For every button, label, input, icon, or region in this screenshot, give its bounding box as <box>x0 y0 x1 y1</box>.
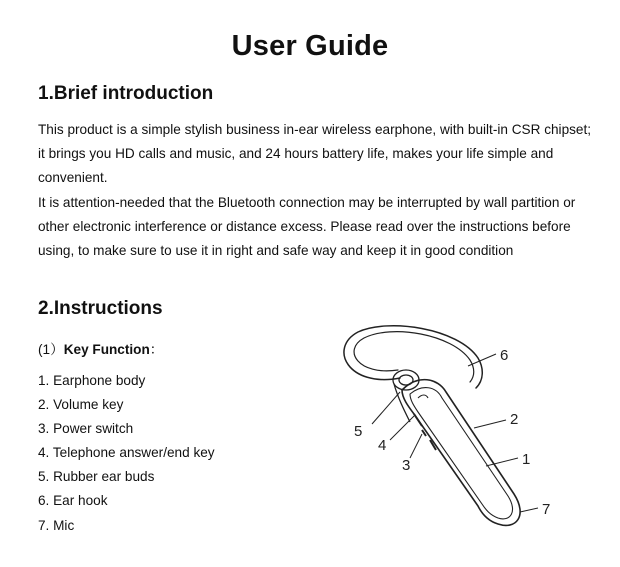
callout-5: 5 <box>354 423 363 440</box>
intro-paragraph-2: It is attention-needed that the Bluetooth connection may be interrupted by wall partition or other electronic interference or distance excess. Please read over the instructions before using, to make sure to use it in right and safe way and keep it in good condition <box>38 194 576 259</box>
list-item: 5. Rubber ear buds <box>38 469 155 485</box>
list-item: 3. Power switch <box>38 421 134 437</box>
callout-7: 7 <box>542 501 551 518</box>
list-item: 4. Telephone answer/end key <box>38 445 215 461</box>
page-title: User Guide <box>231 30 389 62</box>
list-item: 7. Mic <box>38 517 75 533</box>
callout-4: 4 <box>378 437 387 454</box>
intro-heading: 1.Brief introduction <box>38 83 214 104</box>
key-function-heading <box>38 338 163 358</box>
key-function-label: Key Function <box>63 342 150 357</box>
intro-body <box>38 118 598 263</box>
key-function-suffix: ： <box>149 342 164 357</box>
callout-2: 2 <box>510 411 519 428</box>
list-item: 2. Volume key <box>38 397 124 413</box>
intro-paragraph-1: This product is a simple stylish business in-ear wireless earphone, with built-in CSR chipset; it brings you HD calls and music, and 24 hours battery life, makes your life simple and convenient. <box>38 122 592 186</box>
earphone-body-icon <box>402 380 520 526</box>
key-function-prefix: (1） <box>38 342 64 357</box>
callout-6: 6 <box>500 347 509 364</box>
callout-3: 3 <box>402 457 411 474</box>
earphone-diagram <box>318 318 568 548</box>
callout-leaders <box>372 354 538 512</box>
list-item: 1. Earphone body <box>38 373 146 388</box>
list-item: 6. Ear hook <box>38 493 108 509</box>
parts-list <box>38 369 215 538</box>
callout-1: 1 <box>522 451 531 468</box>
instructions-heading: 2.Instructions <box>38 298 163 319</box>
